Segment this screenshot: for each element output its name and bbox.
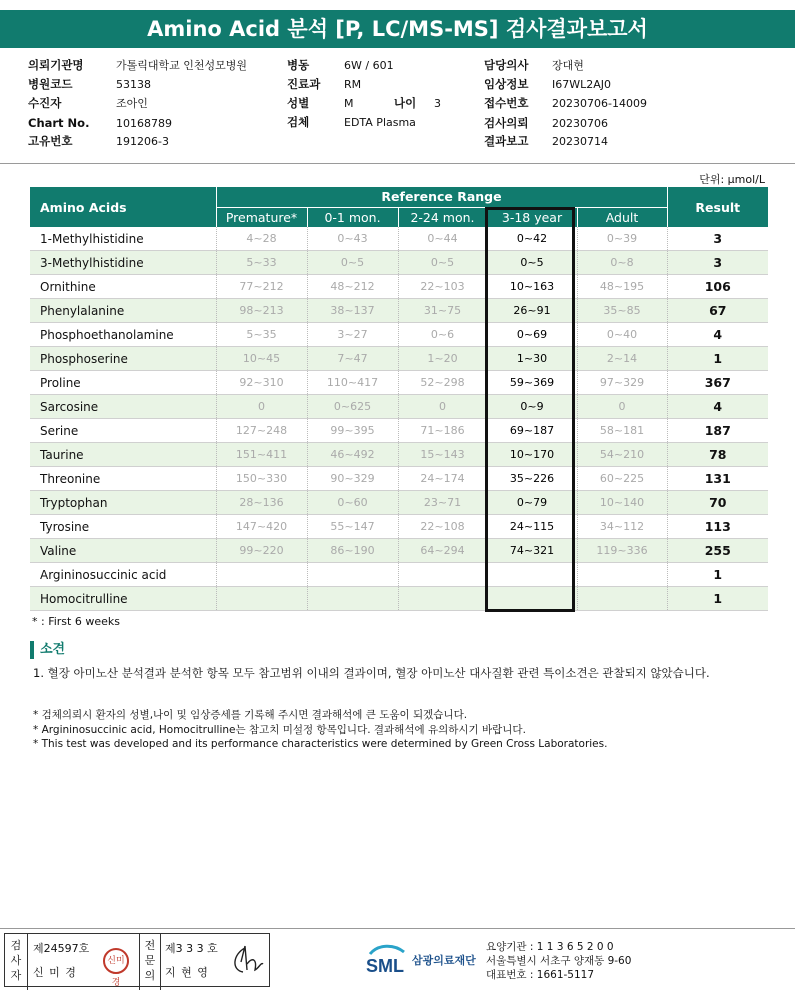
- info-value: 20230714: [552, 135, 608, 148]
- amino-acid-name: Tryptophan: [30, 491, 216, 515]
- amino-acid-name: Valine: [30, 539, 216, 563]
- reference-range-cell: 86~190: [307, 539, 398, 563]
- reference-range-cell: 127~248: [216, 419, 307, 443]
- reference-range-cell: [577, 563, 667, 587]
- findings-heading: 소견: [30, 641, 65, 659]
- lab-logo: [364, 942, 476, 976]
- result-cell: 367: [667, 371, 768, 395]
- note-line: * This test was developed and its performance characteristics were determined by Green Cross Laboratories.: [33, 738, 608, 750]
- info-value: 10168789: [116, 117, 172, 130]
- reference-range-cell: 38~137: [307, 299, 398, 323]
- table-row: [30, 299, 768, 323]
- reference-range-cell: 5~33: [216, 251, 307, 275]
- divider: [0, 928, 795, 929]
- result-cell: 78: [667, 443, 768, 467]
- info-value: RM: [344, 78, 362, 91]
- reference-range-cell: 0~60: [307, 491, 398, 515]
- signature-block: [4, 933, 270, 987]
- result-cell: 113: [667, 515, 768, 539]
- note-line: * 검체의뢰시 환자의 성별,나이 및 임상증세를 기록해 주시면 결과해석에 큰 도움이 되겠습니다.: [33, 709, 468, 721]
- reference-range-cell: 23~71: [398, 491, 487, 515]
- amino-acid-name: Ornithine: [30, 275, 216, 299]
- result-cell: 3: [667, 251, 768, 275]
- reference-range-cell: 97~329: [577, 371, 667, 395]
- reference-range-cell: 10~45: [216, 347, 307, 371]
- reference-range-cell: 99~220: [216, 539, 307, 563]
- info-label: 고유번호: [28, 134, 73, 148]
- reference-range-cell: 15~143: [398, 443, 487, 467]
- specialist-label: 전 문 의: [139, 934, 161, 990]
- note-line: * Argininosuccinic acid, Homocitrulline는 참고치 미설정 항목입니다. 결과해석에 유의하시기 바랍니다.: [33, 723, 526, 736]
- info-label: 의뢰기관명: [28, 58, 84, 72]
- reference-range-cell: 90~329: [307, 467, 398, 491]
- reference-range-cell: 48~212: [307, 275, 398, 299]
- divider: [0, 163, 795, 164]
- reference-range-cell: 0~5: [398, 251, 487, 275]
- reference-range-cell: 22~103: [398, 275, 487, 299]
- result-cell: 131: [667, 467, 768, 491]
- institution-line: 대표번호 : 1661-5117: [486, 969, 595, 981]
- amino-acid-name: Homocitrulline: [30, 587, 216, 611]
- info-value: 조아인: [116, 97, 148, 110]
- reference-range-cell: 34~112: [577, 515, 667, 539]
- table-row: [30, 467, 768, 491]
- footnote: * : First 6 weeks: [32, 615, 120, 628]
- reference-range-cell: 26~91: [487, 299, 577, 323]
- result-cell: 3: [667, 227, 768, 251]
- info-label: 담당의사: [484, 58, 529, 72]
- reference-range-cell: 48~195: [577, 275, 667, 299]
- reference-range-cell: 58~181: [577, 419, 667, 443]
- lab-name: 삼광의료재단: [412, 953, 476, 967]
- reference-range-cell: 0~43: [307, 227, 398, 251]
- table-row: [30, 227, 768, 251]
- info-value: 20230706: [552, 117, 608, 130]
- reference-range-cell: 7~47: [307, 347, 398, 371]
- institution-line: 요양기관 : 1 1 3 6 5 2 0 0: [486, 941, 614, 953]
- amino-acid-name: Argininosuccinic acid: [30, 563, 216, 587]
- reference-range-cell: 0~9: [487, 395, 577, 419]
- info-value: 53138: [116, 78, 151, 91]
- institution-info: [486, 940, 631, 982]
- info-label: 진료과: [287, 77, 321, 91]
- reference-range-cell: 71~186: [398, 419, 487, 443]
- reference-range-cell: 64~294: [398, 539, 487, 563]
- reference-range-cell: 35~226: [487, 467, 577, 491]
- amino-acid-name: Phosphoethanolamine: [30, 323, 216, 347]
- reference-range-cell: 35~85: [577, 299, 667, 323]
- reference-range-cell: 151~411: [216, 443, 307, 467]
- age-label: 나이: [394, 96, 417, 110]
- reference-range-cell: 0~39: [577, 227, 667, 251]
- table-row: [30, 275, 768, 299]
- reference-range-cell: 0~79: [487, 491, 577, 515]
- info-value: 가톨릭대학교 인천성모병원: [116, 59, 248, 72]
- sml-logo-icon: [364, 942, 408, 976]
- reference-range-cell: 69~187: [487, 419, 577, 443]
- header-ref-col: Premature*: [216, 207, 307, 227]
- result-cell: 4: [667, 395, 768, 419]
- info-value: 6W / 601: [344, 59, 394, 72]
- amino-acid-name: Proline: [30, 371, 216, 395]
- reference-range-cell: 24~174: [398, 467, 487, 491]
- header-amino-acids: Amino Acids: [30, 187, 216, 227]
- reference-range-cell: 24~115: [487, 515, 577, 539]
- result-cell: 187: [667, 419, 768, 443]
- amino-acid-name: 1-Methylhistidine: [30, 227, 216, 251]
- specialist-id: 제3 3 3 호: [165, 942, 218, 955]
- reference-range-cell: 1~30: [487, 347, 577, 371]
- reference-range-cell: 60~225: [577, 467, 667, 491]
- unit-label: 단위: μmol/L: [699, 173, 765, 186]
- table-row: [30, 539, 768, 563]
- reference-range-cell: 0: [577, 395, 667, 419]
- amino-acid-name: 3-Methylhistidine: [30, 251, 216, 275]
- result-cell: 70: [667, 491, 768, 515]
- result-cell: 106: [667, 275, 768, 299]
- reference-range-cell: [216, 563, 307, 587]
- reference-range-cell: 3~27: [307, 323, 398, 347]
- reference-range-cell: 10~140: [577, 491, 667, 515]
- reference-range-cell: 119~336: [577, 539, 667, 563]
- reference-range-cell: 0~44: [398, 227, 487, 251]
- reference-range-cell: 0~40: [577, 323, 667, 347]
- result-cell: 255: [667, 539, 768, 563]
- amino-acid-table: [30, 187, 768, 611]
- table-row: [30, 395, 768, 419]
- reference-range-cell: 0~5: [307, 251, 398, 275]
- result-cell: 4: [667, 323, 768, 347]
- info-label: 결과보고: [484, 134, 529, 148]
- info-label: 성별: [287, 96, 310, 110]
- amino-acid-name: Threonine: [30, 467, 216, 491]
- seal-stamp: 신미경: [103, 948, 129, 974]
- info-label: 검사의뢰: [484, 116, 529, 130]
- header-ref-col: 2-24 mon.: [398, 207, 487, 227]
- reference-range-cell: 0~5: [487, 251, 577, 275]
- amino-acid-name: Phenylalanine: [30, 299, 216, 323]
- table-row: [30, 419, 768, 443]
- reference-range-cell: [398, 587, 487, 611]
- reference-range-cell: 0~69: [487, 323, 577, 347]
- tester-name: 신 미 경: [33, 966, 77, 979]
- amino-acid-name: Serine: [30, 419, 216, 443]
- reference-range-cell: 74~321: [487, 539, 577, 563]
- info-value: 20230706-14009: [552, 97, 647, 110]
- result-cell: 1: [667, 347, 768, 371]
- info-label: 병원코드: [28, 77, 73, 91]
- report-title: Amino Acid 분석 [P, LC/MS-MS] 검사결과보고서: [0, 10, 795, 48]
- reference-range-cell: 28~136: [216, 491, 307, 515]
- header-reference-range: Reference Range: [216, 187, 667, 207]
- table-row: [30, 323, 768, 347]
- reference-range-cell: 147~420: [216, 515, 307, 539]
- table-row: [30, 251, 768, 275]
- info-label: 접수번호: [484, 96, 529, 110]
- reference-range-cell: 52~298: [398, 371, 487, 395]
- reference-range-cell: [487, 563, 577, 587]
- reference-range-cell: 55~147: [307, 515, 398, 539]
- info-label: 병동: [287, 58, 310, 72]
- amino-acid-name: Taurine: [30, 443, 216, 467]
- reference-range-cell: 0~8: [577, 251, 667, 275]
- age-value: 3: [434, 97, 441, 110]
- header-ref-col: 3-18 year: [487, 207, 577, 227]
- table-row: [30, 491, 768, 515]
- info-value: M: [344, 97, 354, 110]
- reference-range-cell: [398, 563, 487, 587]
- reference-range-cell: 92~310: [216, 371, 307, 395]
- reference-range-cell: 10~170: [487, 443, 577, 467]
- finding-text: 1. 혈장 아미노산 분석결과 분석한 항목 모두 참고범위 이내의 결과이며, 혈장 아미노산 대사질환 관련 특이소견은 관찰되지 않았습니다.: [33, 666, 710, 680]
- reference-range-cell: 77~212: [216, 275, 307, 299]
- reference-range-cell: 10~163: [487, 275, 577, 299]
- tester-label: 검 사 자: [5, 934, 28, 990]
- amino-acid-name: Sarcosine: [30, 395, 216, 419]
- table-row: [30, 587, 768, 611]
- reference-range-cell: 0~42: [487, 227, 577, 251]
- specialist-name: 지 현 영: [165, 966, 209, 979]
- reference-range-cell: [216, 587, 307, 611]
- header-ref-col: 0-1 mon.: [307, 207, 398, 227]
- reference-range-cell: 54~210: [577, 443, 667, 467]
- reference-range-cell: 46~492: [307, 443, 398, 467]
- table-row: [30, 347, 768, 371]
- info-label: 수진자: [28, 96, 62, 110]
- reference-range-cell: 110~417: [307, 371, 398, 395]
- info-value: 191206-3: [116, 135, 169, 148]
- table-row: [30, 443, 768, 467]
- table-row: [30, 515, 768, 539]
- reference-range-cell: 5~35: [216, 323, 307, 347]
- tester-id: 제24597호: [33, 942, 90, 955]
- reference-range-cell: 31~75: [398, 299, 487, 323]
- reference-range-cell: 0: [216, 395, 307, 419]
- reference-range-cell: 1~20: [398, 347, 487, 371]
- institution-line: 서울특별시 서초구 양재동 9-60: [486, 955, 632, 967]
- reference-range-cell: 22~108: [398, 515, 487, 539]
- reference-range-cell: 98~213: [216, 299, 307, 323]
- reference-range-cell: 150~330: [216, 467, 307, 491]
- reference-range-cell: 0: [398, 395, 487, 419]
- reference-range-cell: 4~28: [216, 227, 307, 251]
- info-value: 장대현: [552, 59, 584, 72]
- reference-range-cell: [307, 587, 398, 611]
- svg-text:SML: SML: [366, 956, 404, 976]
- reference-range-cell: [487, 587, 577, 611]
- result-cell: 1: [667, 563, 768, 587]
- reference-range-cell: 99~395: [307, 419, 398, 443]
- info-value: I67WL2AJ0: [552, 78, 612, 91]
- reference-range-cell: 2~14: [577, 347, 667, 371]
- result-cell: 67: [667, 299, 768, 323]
- info-label: Chart No.: [28, 116, 90, 130]
- reference-range-cell: [307, 563, 398, 587]
- reference-range-cell: 0~625: [307, 395, 398, 419]
- info-label: 검체: [287, 115, 310, 129]
- info-label: 임상정보: [484, 77, 529, 91]
- table-row: [30, 371, 768, 395]
- reference-range-cell: [577, 587, 667, 611]
- info-value: EDTA Plasma: [344, 116, 416, 129]
- header-result: Result: [667, 187, 768, 227]
- signature-scribble: [227, 942, 267, 978]
- reference-range-cell: 59~369: [487, 371, 577, 395]
- result-cell: 1: [667, 587, 768, 611]
- amino-acid-name: Tyrosine: [30, 515, 216, 539]
- reference-range-cell: 0~6: [398, 323, 487, 347]
- header-ref-col: Adult: [577, 207, 667, 227]
- table-row: [30, 563, 768, 587]
- notes: [33, 708, 607, 752]
- amino-acid-name: Phosphoserine: [30, 347, 216, 371]
